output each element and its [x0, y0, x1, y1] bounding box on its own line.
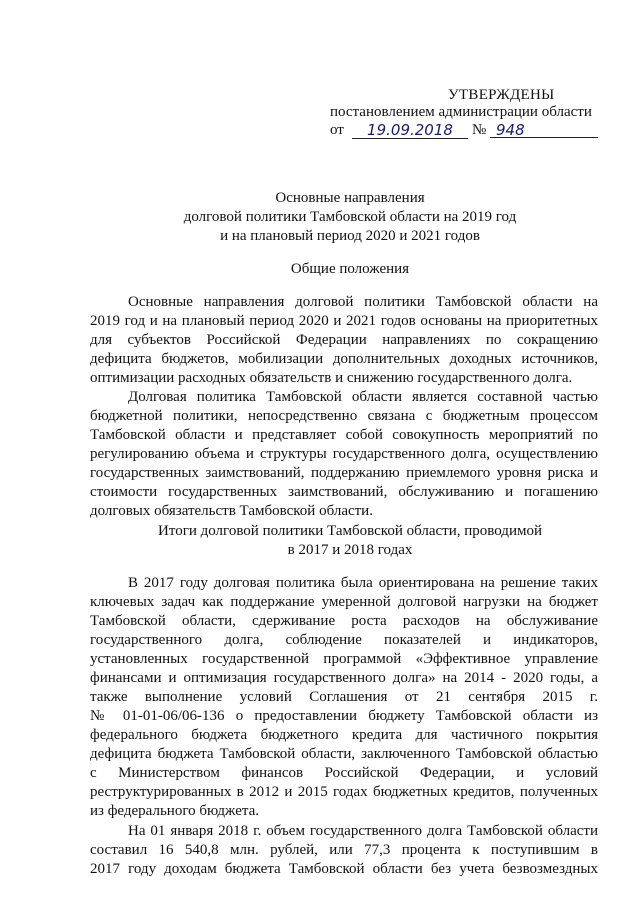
text-line: дефицита бюджета Тамбовской области, заключенного Тамбовской областью — [90, 746, 598, 762]
section-title-results-line-2: в 2017 и 2018 годах — [287, 542, 413, 558]
text-line: федерального бюджета бюджетного кредита для частичного покрытия — [90, 727, 598, 743]
text-line: долговых обязательств Тамбовской области. — [90, 503, 373, 519]
text-line: На 01 января 2018 г. объем государственного долга Тамбовской области — [128, 823, 598, 839]
text-line: Основные направления долговой политики Тамбовской области на — [128, 294, 598, 310]
section-title-results-line-1: Итоги долговой политики Тамбовской области, проводимой — [158, 523, 542, 539]
text-line: из федерального бюджета. — [90, 803, 260, 819]
date-label: от — [330, 122, 344, 138]
text-line: государственного долга, соблюдение показателей и индикаторов, — [90, 632, 598, 648]
heading-line-3: и на плановый период 2020 и 2021 годов — [220, 228, 480, 244]
text-line: финансами и оптимизация государственного долга» на 2014 - 2020 годы, а — [90, 670, 598, 686]
text-line: реструктурированных в 2012 и 2015 годах бюджетных кредитов, полученных — [90, 784, 598, 800]
heading-line-1: Основные направления — [275, 190, 425, 206]
number-field — [490, 121, 598, 138]
text-line: с Министерством финансов Российской Федерации, и условий — [90, 765, 598, 781]
text-line: составил 16 540,8 млн. рублей, или 77,3 процента к поступившим в — [90, 842, 598, 858]
number-label: № — [472, 122, 487, 138]
text-line: дефицита бюджетов, мобилизации дополнительных доходных источников, — [90, 351, 598, 367]
paragraph-3 — [90, 574, 598, 821]
text-line: установленных государственной программой «Эффективное управление — [90, 651, 598, 667]
paragraph-4 — [90, 822, 598, 879]
approval-authority: постановлением администрации области — [330, 104, 592, 120]
text-line: В 2017 году долговая политика была ориентирована на решение таких — [128, 575, 598, 591]
text-line: также выполнение условий Соглашения от 21 сентября 2015 г. — [90, 689, 598, 705]
text-line: Долговая политика Тамбовской области является составной частью — [128, 389, 598, 405]
date-field — [352, 121, 468, 139]
handwritten-number: 948 — [496, 121, 525, 139]
handwritten-date: 19.09.2018 — [367, 121, 453, 139]
text-line: 2017 году доходам бюджета Тамбовской области без учета безвозмездных — [90, 861, 598, 877]
text-line: Тамбовской области, сдерживание роста расходов на обслуживание — [90, 613, 598, 629]
text-line: ключевых задач как поддержание умеренной долговой нагрузки на бюджет — [90, 594, 598, 610]
text-line: оптимизации расходных обязательств и снижению государственного долга. — [90, 370, 573, 386]
text-line: бюджетной политики, непосредственно связана с бюджетным процессом — [90, 408, 598, 424]
text-line: 2019 год и на плановый период 2020 и 2021 годов основаны на приоритетных — [90, 313, 598, 329]
heading-line-2: долговой политики Тамбовской области на 2019 год — [183, 209, 517, 225]
text-line: государственных заимствований, поддержанию приемлемого уровня риска и — [90, 465, 598, 481]
paragraph-1 — [90, 293, 598, 388]
text-line: Тамбовской области и представляет собой совокупность мероприятий по — [90, 427, 598, 443]
text-line: регулированию объема и структуры государственного долга, осуществлению — [90, 446, 598, 462]
approval-title: УТВЕРЖДЕНЫ — [448, 87, 555, 103]
text-line: для субъектов Российской Федерации направлениях по сокращению — [90, 332, 598, 348]
approval-date-number-row — [330, 121, 598, 139]
text-line: стоимости государственных заимствований, обслуживанию и погашению — [90, 484, 598, 500]
section-title-general: Общие положения — [290, 261, 410, 277]
paragraph-2 — [90, 388, 598, 521]
text-line: № 01-01-06/06-136 о предоставлении бюджету Тамбовской области из — [90, 708, 598, 724]
